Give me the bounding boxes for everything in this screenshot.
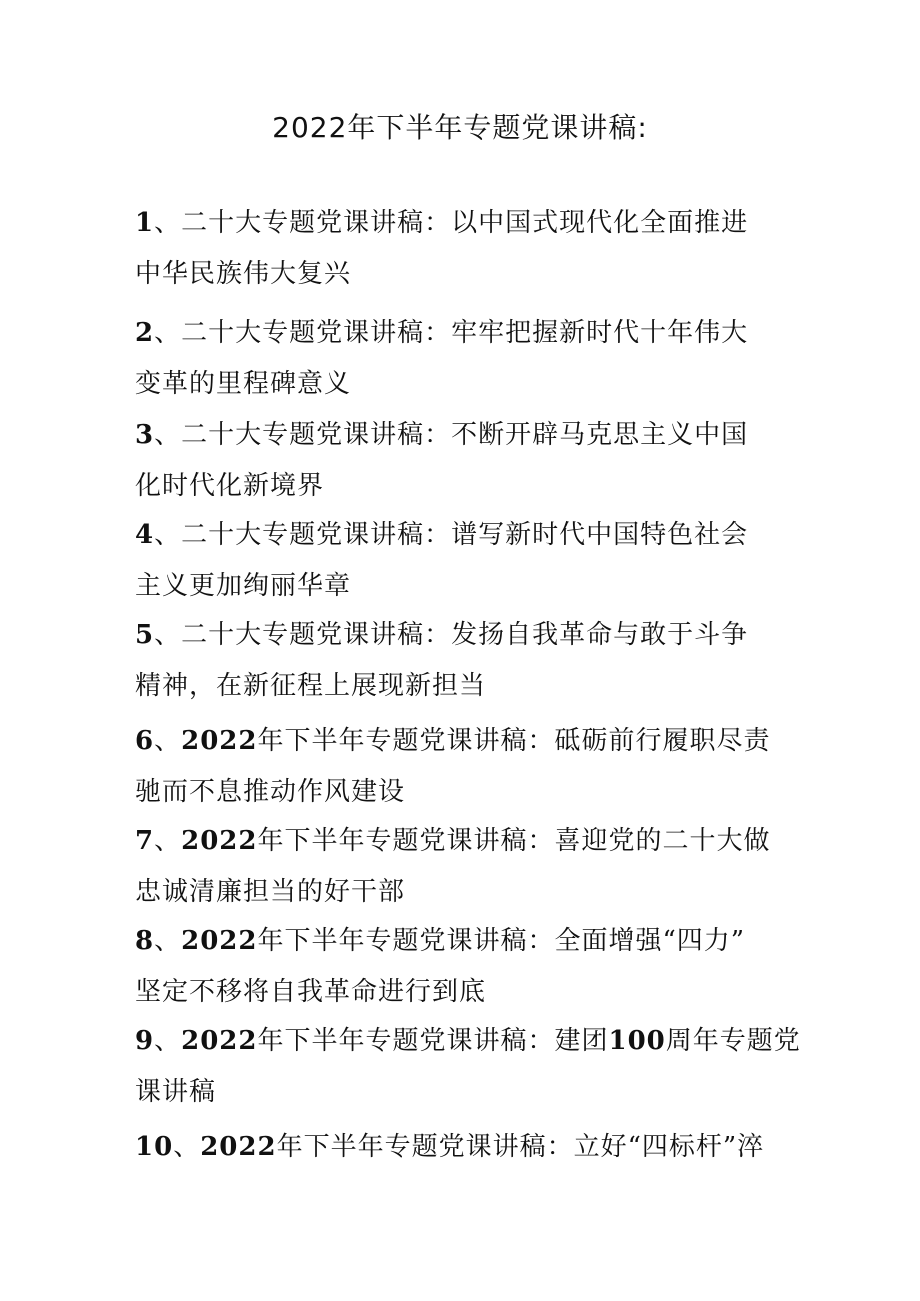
item-text: 二十大专题党课讲稿：发扬自我革命与敢于斗争 bbox=[181, 620, 749, 650]
item-line-2: 主义更加绚丽华章 bbox=[135, 571, 352, 601]
item-number: 7 bbox=[135, 826, 155, 856]
list-item bbox=[135, 916, 745, 1018]
item-year: 2022 bbox=[181, 926, 258, 956]
item-line-1 bbox=[135, 816, 771, 867]
item-number: 5 bbox=[135, 620, 155, 650]
item-line-1 bbox=[135, 198, 748, 249]
item-line-2: 课讲稿 bbox=[135, 1077, 217, 1107]
item-text: 年下半年专题党课讲稿：立好“四标杆”淬 bbox=[276, 1132, 765, 1162]
item-line-2: 化时代化新境界 bbox=[135, 471, 325, 501]
list-item bbox=[135, 716, 771, 818]
item-number: 2 bbox=[135, 318, 155, 348]
list-item bbox=[135, 1016, 801, 1118]
list-item bbox=[135, 308, 748, 410]
item-line-2: 驰而不息推动作风建设 bbox=[135, 777, 406, 807]
item-text: 二十大专题党课讲稿：不断开辟马克思主义中国 bbox=[181, 420, 749, 450]
item-separator: 、 bbox=[154, 318, 182, 348]
item-line-1 bbox=[135, 716, 771, 767]
item-number: 10 bbox=[135, 1132, 174, 1162]
list-item bbox=[135, 510, 748, 612]
item-number: 8 bbox=[135, 926, 155, 956]
item-text: 二十大专题党课讲稿：以中国式现代化全面推进 bbox=[181, 208, 749, 238]
item-line-1 bbox=[135, 308, 748, 359]
item-text: 年下半年专题党课讲稿：喜迎党的二十大做 bbox=[257, 826, 771, 856]
item-line-1 bbox=[135, 610, 748, 661]
item-line-2: 精神，在新征程上展现新担当 bbox=[135, 671, 487, 701]
item-separator: 、 bbox=[154, 826, 182, 856]
item-line-2: 中华民族伟大复兴 bbox=[135, 259, 352, 289]
item-line-1 bbox=[135, 1122, 764, 1173]
item-number: 1 bbox=[135, 208, 155, 238]
item-separator: 、 bbox=[154, 620, 182, 650]
item-year: 2022 bbox=[181, 826, 258, 856]
list-item bbox=[135, 610, 748, 712]
item-separator: 、 bbox=[154, 208, 182, 238]
document-title: 2022年下半年专题党课讲稿: bbox=[272, 111, 648, 144]
item-line-1 bbox=[135, 510, 748, 561]
item-line-2: 忠诚清廉担当的好干部 bbox=[135, 877, 406, 907]
item-number-inline: 100 bbox=[608, 1026, 666, 1056]
item-text: 二十大专题党课讲稿：谱写新时代中国特色社会 bbox=[181, 520, 749, 550]
item-separator: 、 bbox=[154, 926, 182, 956]
item-year: 2022 bbox=[181, 726, 258, 756]
item-year: 2022 bbox=[181, 1026, 258, 1056]
item-number: 9 bbox=[135, 1026, 155, 1056]
list-item bbox=[135, 410, 748, 512]
item-line-1 bbox=[135, 410, 748, 461]
item-separator: 、 bbox=[154, 726, 182, 756]
item-number: 3 bbox=[135, 420, 155, 450]
item-text: 年下半年专题党课讲稿：砥砺前行履职尽责 bbox=[257, 726, 771, 756]
item-separator: 、 bbox=[154, 1026, 182, 1056]
item-line-2: 变革的里程碑意义 bbox=[135, 369, 352, 399]
item-text: 年下半年专题党课讲稿：建团 bbox=[257, 1026, 609, 1056]
item-line-1 bbox=[135, 916, 745, 967]
item-separator: 、 bbox=[173, 1132, 201, 1162]
item-text: 年下半年专题党课讲稿：全面增强“四力” bbox=[257, 926, 746, 956]
list-item bbox=[135, 198, 748, 300]
list-item bbox=[135, 816, 771, 918]
item-line-2: 坚定不移将自我革命进行到底 bbox=[135, 977, 487, 1007]
item-separator: 、 bbox=[154, 520, 182, 550]
item-number: 6 bbox=[135, 726, 155, 756]
item-separator: 、 bbox=[154, 420, 182, 450]
item-text-cont: 周年专题党 bbox=[665, 1026, 801, 1056]
item-text: 二十大专题党课讲稿：牢牢把握新时代十年伟大 bbox=[181, 318, 749, 348]
item-number: 4 bbox=[135, 520, 155, 550]
item-line-1 bbox=[135, 1016, 801, 1067]
item-year: 2022 bbox=[200, 1132, 277, 1162]
list-item bbox=[135, 1122, 764, 1173]
